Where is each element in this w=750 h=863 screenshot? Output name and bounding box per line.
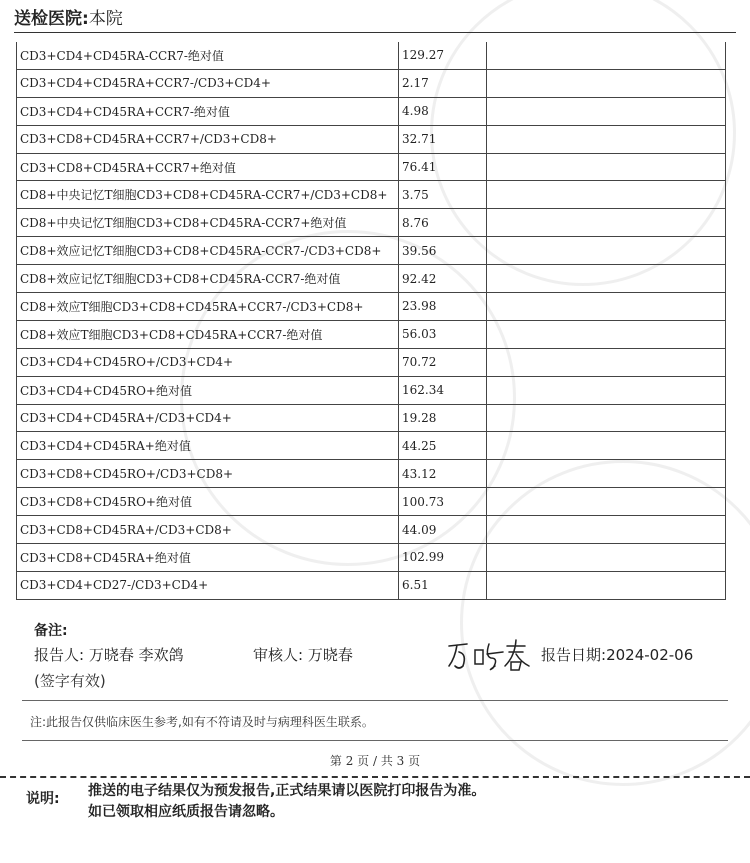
reviewer-line [253,644,353,665]
result-empty-cell [487,181,726,209]
result-item-name: CD3+CD4+CD27-/CD3+CD4+ [17,571,399,599]
result-empty-cell [487,376,726,404]
result-value: 6.51 [399,571,487,599]
result-empty-cell [487,404,726,432]
result-row [17,516,726,544]
result-value: 32.71 [399,125,487,153]
result-row [17,404,726,432]
result-empty-cell [487,237,726,265]
result-row [17,97,726,125]
result-empty-cell [487,293,726,321]
result-value: 76.41 [399,153,487,181]
result-value: 4.98 [399,97,487,125]
result-item-name: CD3+CD4+CD45RO+/CD3+CD4+ [17,348,399,376]
result-value: 43.12 [399,460,487,488]
hospital-value: 本院 [88,9,123,29]
result-item-name: CD8+效应记忆T细胞CD3+CD8+CD45RA-CCR7-绝对值 [17,265,399,293]
result-value: 162.34 [399,376,487,404]
result-row [17,320,726,348]
result-row [17,237,726,265]
explanation-line-1: 推送的电子结果仅为预发报告,正式结果请以医院打印报告为准。 [88,783,486,799]
result-empty-cell [487,97,726,125]
result-item-name: CD3+CD4+CD45RA+CCR7-/CD3+CD4+ [17,69,399,97]
result-row [17,265,726,293]
result-empty-cell [487,69,726,97]
result-value: 23.98 [399,293,487,321]
result-row [17,181,726,209]
result-row [17,376,726,404]
result-value: 102.99 [399,544,487,572]
result-row [17,460,726,488]
result-row [17,571,726,599]
result-value: 56.03 [399,320,487,348]
signature-valid-note: (签字有效) [34,672,106,690]
result-empty-cell [487,544,726,572]
result-row [17,69,726,97]
result-row [17,432,726,460]
results-body [17,42,726,599]
result-item-name: CD3+CD4+CD45RA+/CD3+CD4+ [17,404,399,432]
result-item-name: CD8+效应T细胞CD3+CD8+CD45RA+CCR7-/CD3+CD8+ [17,293,399,321]
reviewer-name: 万晓春 [307,646,353,664]
result-value: 70.72 [399,348,487,376]
result-empty-cell [487,265,726,293]
result-item-name: CD3+CD4+CD45RA+CCR7-绝对值 [17,97,399,125]
report-date-line [541,644,693,665]
result-value: 129.27 [399,42,487,69]
result-item-name: CD3+CD8+CD45RO+绝对值 [17,488,399,516]
result-row [17,348,726,376]
page-number: 第 2 页 / 共 3 页 [329,754,421,768]
header-divider [14,32,736,33]
result-empty-cell [487,209,726,237]
dashed-separator [0,776,750,778]
result-row [17,42,726,69]
result-row [17,488,726,516]
result-item-name: CD3+CD8+CD45RA+/CD3+CD8+ [17,516,399,544]
result-value: 8.76 [399,209,487,237]
result-row [17,153,726,181]
result-empty-cell [487,516,726,544]
result-value: 39.56 [399,237,487,265]
result-empty-cell [487,571,726,599]
disclaimer-note: 注:此报告仅供临床医生参考,如有不符请及时与病理科医生联系。 [30,715,374,729]
reporter-line [34,644,184,665]
explanation-text [88,781,485,823]
result-value: 44.25 [399,432,487,460]
result-empty-cell [487,432,726,460]
result-empty-cell [487,125,726,153]
result-row [17,209,726,237]
result-row [17,293,726,321]
reporter-label: 报告人: [34,646,85,664]
result-item-name: CD8+效应T细胞CD3+CD8+CD45RA+CCR7-绝对值 [17,320,399,348]
report-date-value: 2024-02-06 [606,646,694,664]
result-item-name: CD3+CD8+CD45RO+/CD3+CD8+ [17,460,399,488]
result-item-name: CD3+CD4+CD45RA+绝对值 [17,432,399,460]
result-row [17,544,726,572]
result-empty-cell [487,153,726,181]
result-value: 2.17 [399,69,487,97]
result-value: 100.73 [399,488,487,516]
result-empty-cell [487,488,726,516]
explanation-line-2: 如已领取相应纸质报告请忽略。 [88,804,284,820]
result-empty-cell [487,460,726,488]
result-empty-cell [487,42,726,69]
result-item-name: CD8+中央记忆T细胞CD3+CD8+CD45RA-CCR7+绝对值 [17,209,399,237]
result-empty-cell [487,348,726,376]
footer-divider-bottom [22,740,728,741]
remarks-label: 备注: [34,623,68,639]
handwritten-signature [445,636,533,676]
explanation-label: 说明: [26,791,60,807]
hospital-label: 送检医院: [14,9,89,29]
result-row [17,125,726,153]
reporter-names: 万晓春 李欢鸽 [88,646,184,664]
result-value: 44.09 [399,516,487,544]
result-item-name: CD3+CD8+CD45RA+绝对值 [17,544,399,572]
result-item-name: CD8+中央记忆T细胞CD3+CD8+CD45RA-CCR7+/CD3+CD8+ [17,181,399,209]
report-date-label: 报告日期: [541,646,607,664]
result-item-name: CD3+CD8+CD45RA+CCR7+/CD3+CD8+ [17,125,399,153]
reviewer-label: 审核人: [253,646,304,664]
result-value: 19.28 [399,404,487,432]
result-item-name: CD3+CD4+CD45RO+绝对值 [17,376,399,404]
result-value: 92.42 [399,265,487,293]
result-item-name: CD8+效应记忆T细胞CD3+CD8+CD45RA-CCR7-/CD3+CD8+ [17,237,399,265]
result-value: 3.75 [399,181,487,209]
result-empty-cell [487,320,726,348]
footer-divider [22,700,728,701]
result-item-name: CD3+CD8+CD45RA+CCR7+绝对值 [17,153,399,181]
hospital-header [14,4,123,29]
results-table [16,42,726,600]
result-item-name: CD3+CD4+CD45RA-CCR7-绝对值 [17,42,399,69]
